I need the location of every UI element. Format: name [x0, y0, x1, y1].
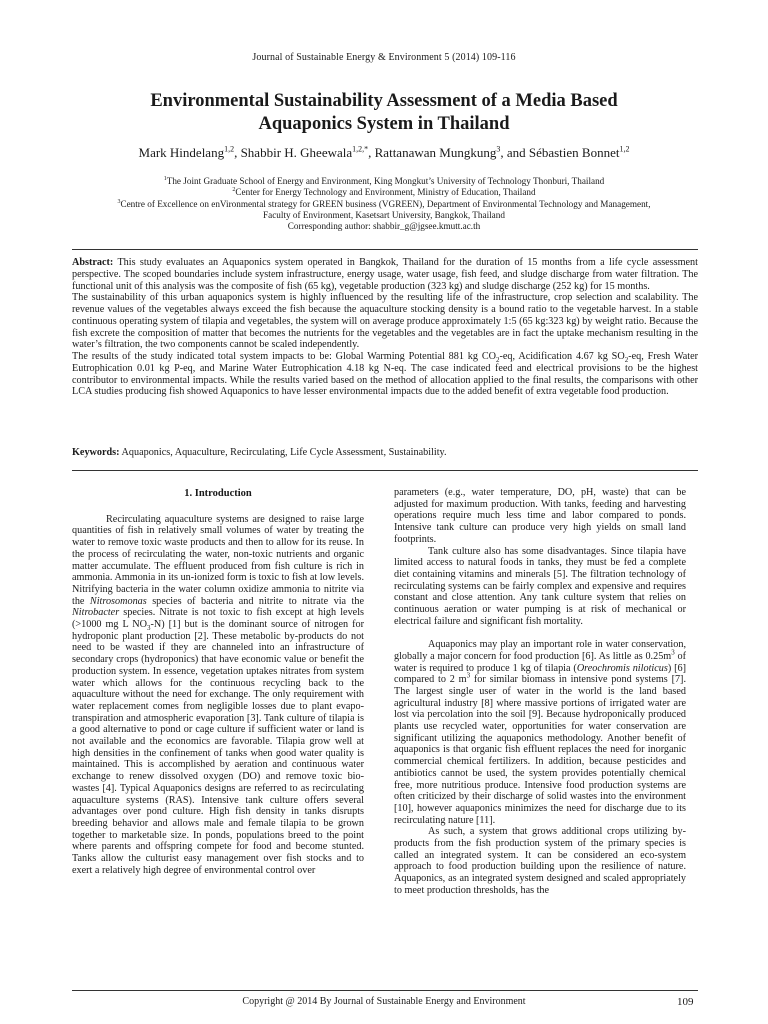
abstract-text: -eq, Acidification 4.67 kg SO: [499, 351, 625, 362]
affiliation-mark: 3: [117, 198, 121, 205]
body-text: Recirculating aquaculture systems are designed to raise large quantities of fish in relatively small volumes of water by treating the water to remove toxic waste products and then to allow for its reuse. In the process of recirculating the water, non-toxic nutrients and organic matter accumulate. The effluent produced from fish culture is rich in ammonia. Ammonia in its un-ionized form is toxic to fish at low levels. Nitrifying bacteria in the water column oxidize ammonia to nitrite via the: [72, 513, 364, 607]
affiliation-1: [60, 176, 708, 187]
body-text: Aquaponics may play an important role in water conservation, globally a major concern for food production [6]. As little as 0.25m: [394, 639, 686, 662]
species-name: Oreochromis niloticus: [576, 662, 668, 674]
journal-header: Journal of Sustainable Energy & Environment 5 (2014) 109-116: [252, 52, 516, 63]
author-affiliation-mark: 3: [496, 144, 501, 154]
body-text: of water is required to produce 1 kg of tilapia (: [394, 650, 686, 674]
abstract-label: Abstract:: [72, 257, 114, 268]
keywords: [72, 447, 698, 458]
abstract-para-3: [72, 351, 698, 398]
paper-title: [60, 90, 708, 136]
affiliation-3-cont: Faculty of Environment, Kasetsart University, Bangkok, Thailand: [263, 209, 505, 220]
keywords-label: Keywords:: [72, 447, 120, 458]
affiliation-2: [60, 187, 708, 198]
body-text: for similar biomass in intensive pond systems [7]. The largest single user of water in the world is the land based agricultural industry [8] where massive portions of irrigated water are lost via percolation into the soil [9]. Because hydroponically produced plants use recycled water, opportunities for water conservation are significant utilizing the aquaponics methodology. Another benefit of aquaponics is that organic fish effluent replaces the need for inorganic commercial chemical fertilizers. In addition, because pesticides and antibiotics cannot be used, the system provides potentially chemical free, more nutritious produce. Intensive food production systems are often criticized by their discharge of solid wastes into the environment [10], however aquaponics minimizes the need for discharge due to its recirculating nature [11].: [394, 674, 686, 826]
author-name: Shabbir H. Gheewala: [240, 145, 353, 160]
title-line-1: Environmental Sustainability Assessment of a Media Based: [150, 91, 618, 111]
intro-paragraph-4: As such, a system that grows additional crops utilizing by-products from the fish production system of the primary species is called an integrated system. It can be considered an eco-system approach to food production building upon the resilience of nature. Aquaponics, as an integrated system designed and scaled appropriately to meet production thresholds, has the: [394, 826, 686, 896]
author-name: Sébastien Bonnet: [528, 145, 620, 160]
affiliation-mark: 1: [163, 175, 167, 182]
abstract-text: -eq, Fresh Water Eutrophication 0.01 kg P-eq, and Marine Water Eutrophication 4.18 kg N-eq. The case indicated feed and electrical provisions to be the highest contributor to environmental impacts. While the results varied based on the method of allocation applied to the final results, the comparisons with other LCA studies producing fish showed Aquaponics to have lesser environmental impacts due to the added benefit of extra vegetable food production.: [72, 351, 699, 398]
page-number: 109: [677, 996, 694, 1008]
body-text: species. Nitrate is not toxic to fish except at high levels (>1000 mg L NO: [72, 607, 364, 631]
affiliation-text: Centre of Excellence on enVironmental strategy for GREEN business (VGREEN), Department of Environmental Technology and Management,: [120, 198, 651, 209]
author-list: [40, 145, 728, 161]
body-column-right: [394, 487, 686, 897]
abstract-para-1: [72, 257, 698, 292]
subscript: 3: [147, 624, 151, 633]
intro-paragraph-1: [72, 514, 364, 877]
title-line-2: Aquaponics System in Thailand: [258, 114, 510, 134]
intro-paragraph-2: Tank culture also has some disadvantages. Since tilapia have limited access to natural foods in tanks, they must be fed a complete diet containing vitamins and minerals [5]. The filtration technology of recirculating systems can be fairly complex and expensive and requires constant and close attention. Any tank culture system that relies on continuous aeration or water pumping is at risk of mechanical or electrical failure and significant fish mortality.: [394, 545, 686, 627]
author-affiliation-mark: 1,2,*: [352, 144, 369, 154]
author-name: Mark Hindelang: [138, 145, 225, 160]
affiliation-text: The Joint Graduate School of Energy and Environment, King Mongkut’s University of Technology Thonburi, Thailand: [166, 176, 605, 186]
affiliation-mark: 2: [232, 187, 236, 194]
footer-rule: [72, 990, 698, 991]
affiliation-3: [60, 199, 708, 210]
intro-paragraph-3: [394, 639, 686, 826]
superscript: 3: [466, 671, 471, 680]
author-separator: , and: [500, 145, 529, 160]
affiliations: [60, 176, 708, 232]
body-column-left: [72, 488, 364, 877]
abstract-text: The results of the study indicated total system impacts to be: Global Warming Potential 881 kg CO: [72, 351, 496, 362]
body-text: ) [6] compared to 2 m: [394, 662, 686, 686]
body-text: species of bacteria and nitrite to nitrate via the: [146, 595, 364, 607]
species-name: Nitrobacter: [72, 607, 120, 619]
subscript: 2: [624, 356, 629, 365]
author-name: Rattanawan Mungkung: [374, 145, 497, 160]
author-separator: ,: [234, 145, 241, 160]
author-affiliation-mark: 1,2: [619, 144, 630, 154]
intro-paragraph-continued: parameters (e.g., water temperature, DO, pH, waste) that can be adjusted for maximum production. With tanks, feeding and harvesting operations require much less time and labor compared to ponds. Intensive tank culture can produce very high yields on small land footprints.: [394, 487, 686, 545]
body-text: -N) [1] but is the dominant source of nitrogen for hydroponic plant production [2]. These metabolic by-products do not need to be wasted if they are channeled into an infrastructure of secondary crops (hydroponics) that have economic value or benefit the production system. In essence, vegetation uptakes nitrates from system water which allows for the continuous recycling back to the aquaculture without the need for exchange. The only requirement with water replacement comes from negligible losses due to plant evapo-transpiration and atmospheric evaporation [3]. Tank culture of tilapia is a good alternative to pond or cage culture if sufficient water or land is not available and the economics are favorable. Tilapia grow well at high densities in the confinement of tanks when good water quality is maintained. This is accomplished by aeration and continuous water exchange to renew dissolved oxygen (DO) and remove toxic bio-wastes [4]. Typical Aquaponics designs are referred to as recirculating aquaculture systems (RAS). Intensive tank culture offers several advantages over pond culture. High fish density in tanks disrupts breeding behavior and allows male and female tilapia to be grown together to marketable size. In ponds, populations breed to the point where parents and offspring compete for food and become stunted. Tanks allow the culturist easy management over fish stocks and to exert a relatively high degree of environmental control over: [72, 619, 364, 876]
abstract-para-2: The sustainability of this urban aquaponics system is highly influenced by the resulting life of the infrastructure, crop selection and scalability. The revenue values of the vegetables always exceed the fish because the aquaculture stocking density is a bound ratio to the vegetable harvest. In a stable continuous operating system of tilapia and vegetables, the system will on average produce approximately 1:5 (65 kg:323 kg) by weight ratio. Because the fish excrete the composition of matter that becomes the nutrients for the vegetables and the vegetables are in fact the uptake mechanism resulting in the water’s filtration, the two components cannot be scaled independently.: [72, 292, 698, 351]
affiliation-text: Center for Energy Technology and Environment, Ministry of Education, Thailand: [235, 187, 536, 198]
section-heading-introduction: 1. Introduction: [184, 488, 252, 499]
corresponding-author: Corresponding author: shabbir_g@jgsee.kmutt.ac.th: [287, 221, 481, 232]
abstract: [72, 257, 698, 398]
keywords-text: Aquaponics, Aquaculture, Recirculating, Life Cycle Assessment, Sustainability.: [119, 447, 447, 458]
subscript: 2: [496, 356, 500, 365]
author-affiliation-mark: 1,2: [224, 144, 235, 154]
species-name: Nitrosomonas: [89, 595, 147, 607]
superscript: 3: [671, 648, 675, 657]
abstract-top-rule: [72, 249, 698, 250]
abstract-text: This study evaluates an Aquaponics system operated in Bangkok, Thailand for the duration of 15 months from a life cycle assessment perspective. The scoped boundaries include system infrastructure, energy usage, water usage, fish feed, and sludge discharge from water filtration. The functional unit of this analysis was the composite of fish (65 kg), vegetable production (323 kg) and sludge discharge (252 kg) for 15 months.: [72, 257, 698, 292]
author-separator: ,: [368, 145, 375, 160]
copyright-notice: Copyright @ 2014 By Journal of Sustainable Energy and Environment: [242, 996, 526, 1007]
keywords-bottom-rule: [72, 470, 698, 471]
